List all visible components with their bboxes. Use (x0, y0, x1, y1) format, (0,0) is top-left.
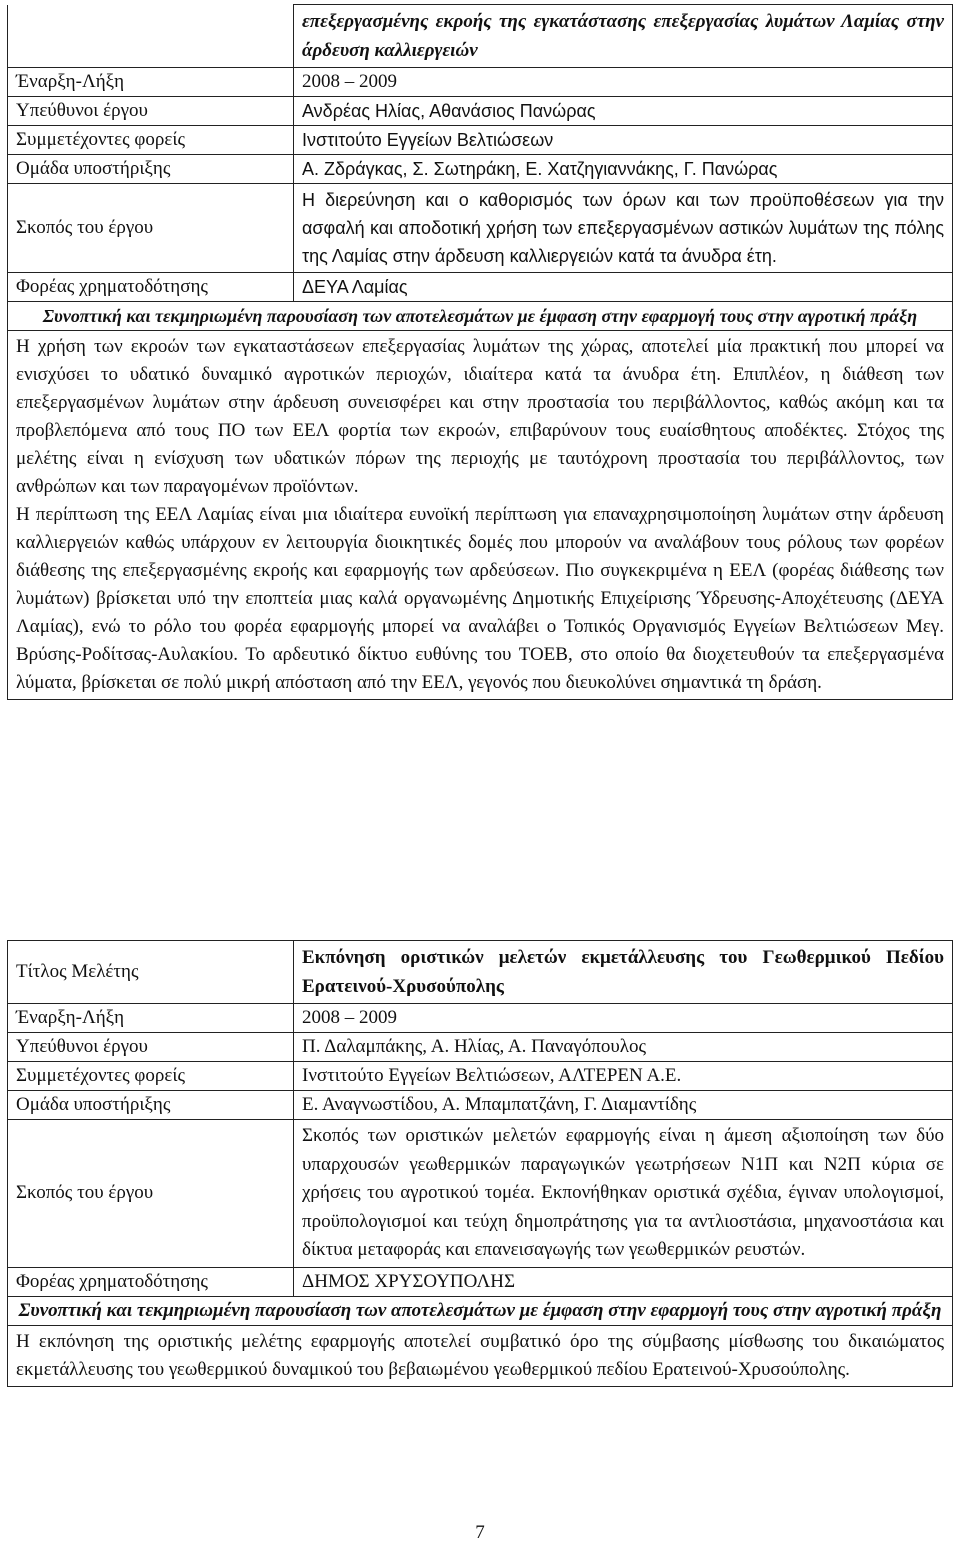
row-value: Π. Δαλαμπάκης, Α. Ηλίας, Α. Παναγόπουλος (294, 1033, 953, 1062)
summary-paragraph: Η εκπόνηση της οριστικής μελέτης εφαρμογής αποτελεί συμβατικό όρο της σύμβασης μίσθωσης του δικαιώματος εκμετάλλευσης του γεωθερμικού δυναμικού του βεβαιωμένου γεωθερμικού πεδίου Ερατεινού-Χρυσούπολης. (16, 1330, 944, 1380)
project-table-1 (7, 4, 953, 700)
table-row (8, 273, 953, 302)
row-value: Ινστιτούτο Εγγείων Βελτιώσεων (294, 126, 953, 155)
row-label: Έναρξη-Λήξη (8, 1004, 294, 1033)
summary-body-row (8, 1325, 953, 1386)
row-value: Ανδρέας Ηλίας, Αθανάσιος Πανώρας (294, 97, 953, 126)
row-label: Ομάδα υποστήριξης (8, 155, 294, 184)
page-number: 7 (475, 1522, 485, 1543)
table-row (8, 1120, 953, 1268)
row-value: Η διερεύνηση και ο καθορισμός των όρων και των προϋποθέσεων για την ασφαλή και αποδοτική χρήση των επεξεργασμένων αστικών λυμάτων της πόλης της Λαμίας στην άρδευση καλλιεργειών κατά τα άνυδρα έτη. (294, 184, 953, 273)
summary-body-row (8, 331, 953, 700)
project-table-2 (7, 940, 953, 1387)
row-value: ΔΕΥΑ Λαμίας (294, 273, 953, 302)
summary-paragraph: Η περίπτωση της ΕΕΛ Λαμίας είναι μια ιδιαίτερα ευνοϊκή περίπτωση για επαναχρησιμοποίηση λυμάτων στην άρδευση καλλιεργειών καθώς υπάρχουν εν λειτουργία διοικητικές δομές που μπορούν να αναλάβουν τους ρόλους των φορέων διάθεσης της επεξεργασμένης εκροής και εφαρμογής των αρδεύσεων. Πιο συγκεκριμένα η ΕΕΛ (φορέας διάθεσης των λυμάτων) βρίσκεται υπό την εποπτεία μιας καλά οργανωμένης Δημοτικής Επιχείρισης Ύδρευσης-Αποχέτευσης (ΔΕΥΑ Λαμίας), ενώ το ρόλο του φορέα εφαρμογής μπορεί να αναλάβει ο Τοπικός Οργανισμός Εγγείων Βελτιώσεων Μεγ. Βρύσης-Ροδίτσας-Αυλακίου. Το αρδευτικό δίκτυο ευθύνης του ΤΟΕΒ, στο οποίο θα διοχετευθούν τα επεξεργασμένα λύματα, βρίσκεται σε πολύ μικρή απόσταση από την ΕΕΛ, γεγονός που διευκολύνει σημαντικά τη δράση. (16, 504, 944, 693)
table-row (8, 1091, 953, 1120)
title-row (8, 5, 953, 68)
table-row (8, 1033, 953, 1062)
row-label: Υπεύθυνοι έργου (8, 1033, 294, 1062)
table-row (8, 1004, 953, 1033)
summary-heading-row (8, 302, 953, 331)
summary-paragraph: Η χρήση των εκροών των εγκαταστάσεων επεξεργασίας λυμάτων της χώρας, αποτελεί μία πρακτική που μπορεί να ενισχύσει το υδατικό δυναμικό αγροτικών περιοχών, ιδιαίτερα κατά τα άνυδρα έτη. Επιπλέον, η διάθεση των επεξεργασμένων λυμάτων στην άρδευση συνεισφέρει και στην προστασία του περιβάλλοντος, καθώς ακόμη και τα προβλεπόμενα από τους ΠΟ των ΕΕΛ φορτία των εκροών, επιβαρύνουν τους ευαίσθητους αποδέκτες. Στόχος της μελέτης είναι η ενίσχυση των υδατικών πόρων της περιοχής με ταυτόχρονη προστασία του περιβάλλοντος, των ανθρώπων και των παραγομένων προϊόντων. (16, 336, 944, 497)
project-title-continuation: επεξεργασμένης εκροής της εγκατάστασης επεξεργασίας λυμάτων Λαμίας στην άρδευση καλλιεργειών (294, 5, 953, 68)
row-label: Συμμετέχοντες φορείς (8, 1062, 294, 1091)
summary-heading: Συνοπτική και τεκμηριωμένη παρουσίαση των αποτελεσμάτων με έμφαση στην εφαρμογή τους στην αγροτική πράξη (8, 1296, 953, 1325)
table-row (8, 126, 953, 155)
summary-heading-row (8, 1296, 953, 1325)
study-title: Εκπόνηση οριστικών μελετών εκμετάλλευσης του Γεωθερμικού Πεδίου Ερατεινού-Χρυσούπολης (294, 941, 953, 1004)
row-label: Τίτλος Μελέτης (8, 941, 294, 1004)
row-label: Ομάδα υποστήριξης (8, 1091, 294, 1120)
row-value: 2008 – 2009 (294, 68, 953, 97)
table-row (8, 184, 953, 273)
row-value: Ινστιτούτο Εγγείων Βελτιώσεων, ΑΛΤΕΡΕΝ Α.Ε. (294, 1062, 953, 1091)
row-label: Φορέας χρηματοδότησης (8, 1267, 294, 1296)
row-value: Ε. Αναγνωστίδου, Α. Μπαμπατζάνη, Γ. Διαμαντίδης (294, 1091, 953, 1120)
table-row (8, 1267, 953, 1296)
row-value: ΔΗΜΟΣ ΧΡΥΣΟΥΠΟΛΗΣ (294, 1267, 953, 1296)
table-row (8, 1062, 953, 1091)
table-row (8, 97, 953, 126)
row-value: Α. Ζδράγκας, Σ. Σωτηράκη, Ε. Χατζηγιαννάκης, Γ. Πανώρας (294, 155, 953, 184)
table-row (8, 155, 953, 184)
summary-heading: Συνοπτική και τεκμηριωμένη παρουσίαση των αποτελεσμάτων με έμφαση στην εφαρμογή τους στην αγροτική πράξη (8, 302, 953, 331)
row-label: Σκοπός του έργου (8, 184, 294, 273)
title-row (8, 941, 953, 1004)
row-label: Συμμετέχοντες φορείς (8, 126, 294, 155)
table-row (8, 68, 953, 97)
row-label: Φορέας χρηματοδότησης (8, 273, 294, 302)
row-value: Σκοπός των οριστικών μελετών εφαρμογής είναι η άμεση αξιοποίηση των δύο υπαρχουσών γεωθερμικών παραγωγικών γεωτρήσεων Ν1Π και Ν2Π κύρια σε χρήσεις του αγροτικού τομέα. Εκπονήθηκαν οριστικά σχέδια, έγιναν υπολογισμοί, προϋπολογισμοί και τεύχη δημοπράτησης για τα αντλιοστάσια, μηχανοστάσια και δίκτυα μεταφοράς και επανεισαγωγής των γεωθερμικών ρευστών. (294, 1120, 953, 1268)
row-label: Σκοπός του έργου (8, 1120, 294, 1268)
row-value: 2008 – 2009 (294, 1004, 953, 1033)
row-label: Έναρξη-Λήξη (8, 68, 294, 97)
row-label: Υπεύθυνοι έργου (8, 97, 294, 126)
